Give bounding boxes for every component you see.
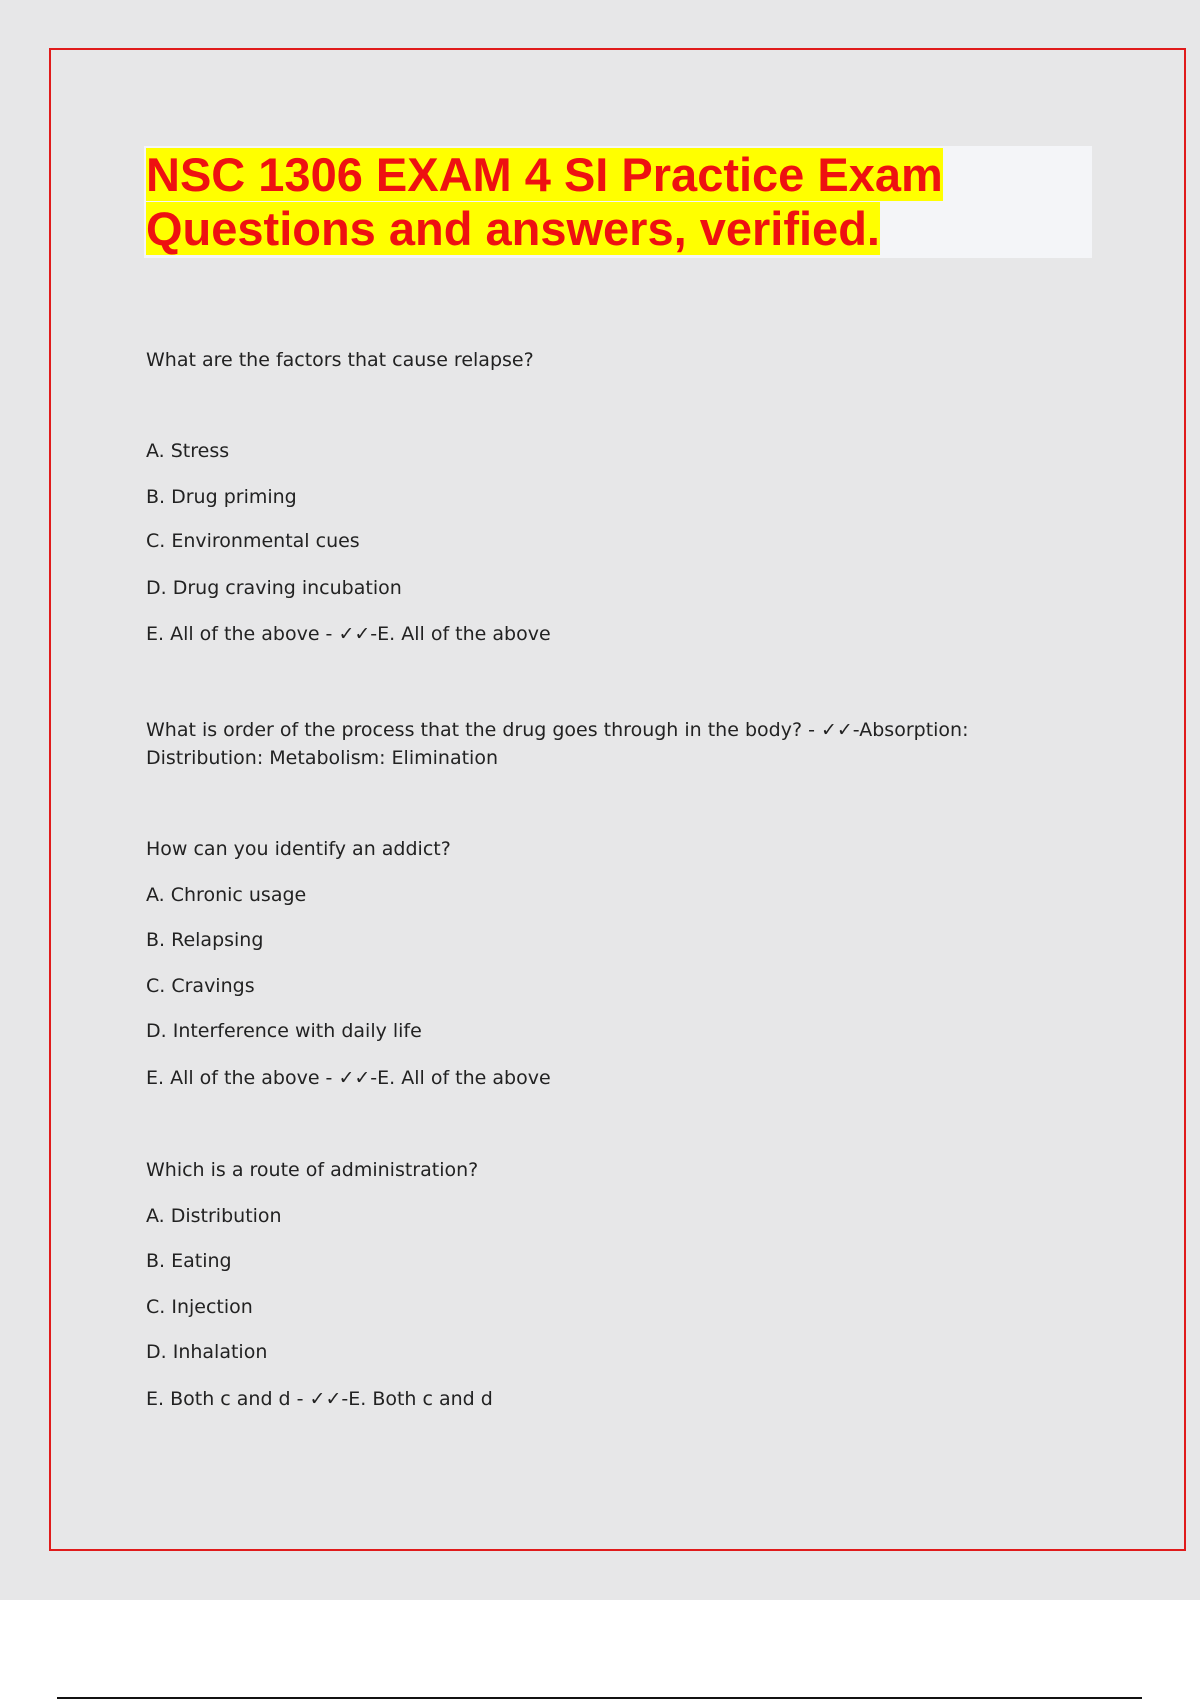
question-prompt: Which is a route of administration? [146, 1159, 479, 1181]
answer-option: D. Inhalation [146, 1341, 268, 1363]
answer-option-correct: E. Both c and d - ✓✓-E. Both c and d [146, 1388, 493, 1410]
answer-option-correct: E. All of the above - ✓✓-E. All of the above [146, 623, 551, 645]
question-prompt: What is order of the process that the drug goes through in the body? - ✓✓-Absorption: Distribution: Metabolism: Elimination [146, 719, 969, 769]
answer-option: B. Eating [146, 1250, 232, 1272]
answer-option: B. Relapsing [146, 929, 264, 951]
answer-option: C. Injection [146, 1296, 253, 1318]
next-page-rule [57, 1697, 1142, 1699]
answer-option: D. Drug craving incubation [146, 577, 402, 599]
question-prompt: How can you identify an addict? [146, 838, 451, 860]
page-border [49, 48, 1186, 1551]
question-prompt: What are the factors that cause relapse? [146, 349, 534, 371]
answer-option: A. Stress [146, 440, 230, 462]
document-title [146, 148, 943, 256]
title-line-1: NSC 1306 EXAM 4 SI Practice Exam [146, 148, 943, 201]
answer-option: A. Distribution [146, 1205, 282, 1227]
answer-option: C. Cravings [146, 975, 255, 997]
answer-option: D. Interference with daily life [146, 1020, 422, 1042]
answer-option: A. Chronic usage [146, 884, 307, 906]
title-line-2: Questions and answers, verified. [146, 202, 880, 255]
answer-option: C. Environmental cues [146, 530, 360, 552]
answer-option: B. Drug priming [146, 486, 297, 508]
answer-option-correct: E. All of the above - ✓✓-E. All of the above [146, 1067, 551, 1089]
